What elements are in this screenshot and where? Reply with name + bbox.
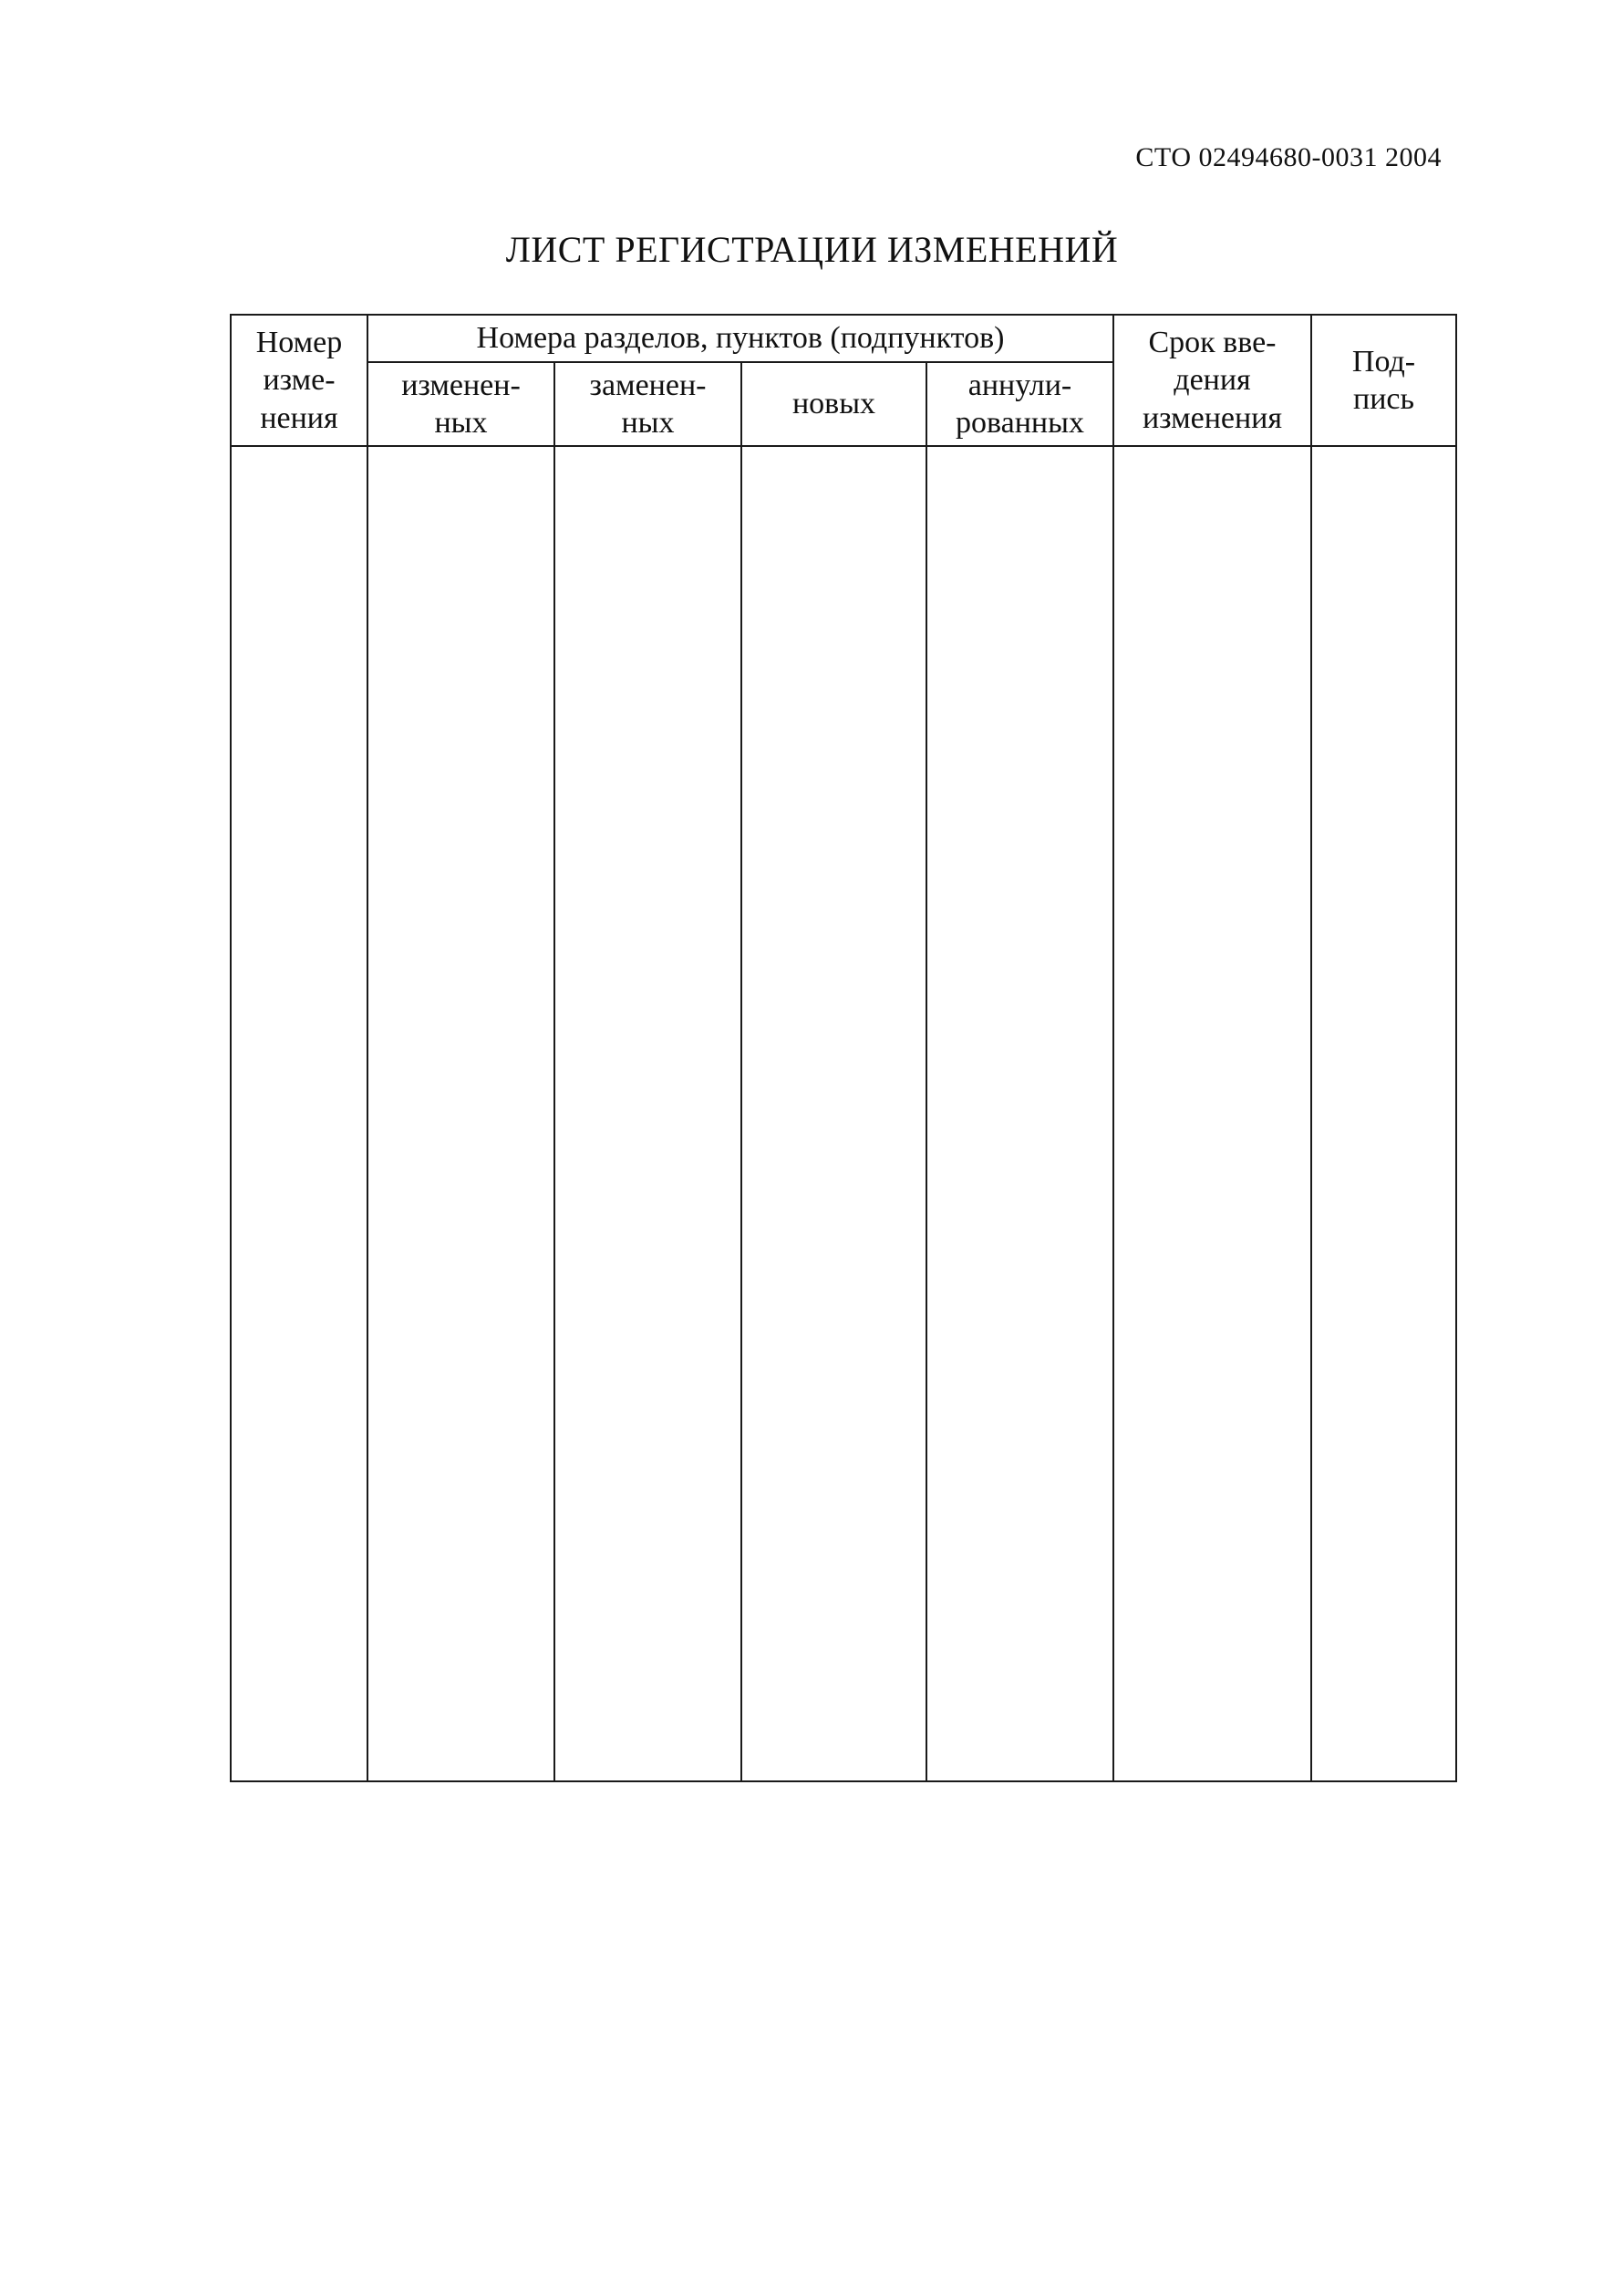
header-annulled-label: аннули- рованных (956, 368, 1084, 440)
header-section-numbers-label: Номера разделов, пунктов (подпунктов) (476, 321, 1005, 356)
header-introduction-date-label: Срок вве- дения изменения (1142, 325, 1283, 435)
header-signature (1311, 315, 1456, 446)
header-signature-label: Под- пись (1351, 344, 1416, 416)
cell-annulled (926, 446, 1113, 1781)
header-annulled (926, 362, 1113, 446)
header-section-numbers (367, 315, 1113, 362)
header-introduction-date (1113, 315, 1311, 446)
cell-changed (367, 446, 554, 1781)
change-registration-table (230, 314, 1457, 1782)
page-title: ЛИСТ РЕГИСТРАЦИИ ИЗМЕНЕНИЙ (505, 229, 1119, 270)
cell-new (741, 446, 926, 1781)
header-new-label: новых (791, 387, 876, 421)
cell-change-number (231, 446, 367, 1781)
header-new (741, 362, 926, 446)
header-change-number (231, 315, 367, 446)
cell-introduction-date (1113, 446, 1311, 1781)
document-code: СТО 02494680-0031 2004 (1135, 142, 1442, 172)
header-change-number-label: Номер изме- нения (255, 325, 343, 435)
header-changed-label: изменен- ных (401, 368, 521, 440)
table-row (231, 446, 1456, 1781)
header-changed (367, 362, 554, 446)
cell-signature (1311, 446, 1456, 1781)
header-replaced-label: заменен- ных (589, 368, 707, 440)
cell-replaced (554, 446, 741, 1781)
header-replaced (554, 362, 741, 446)
